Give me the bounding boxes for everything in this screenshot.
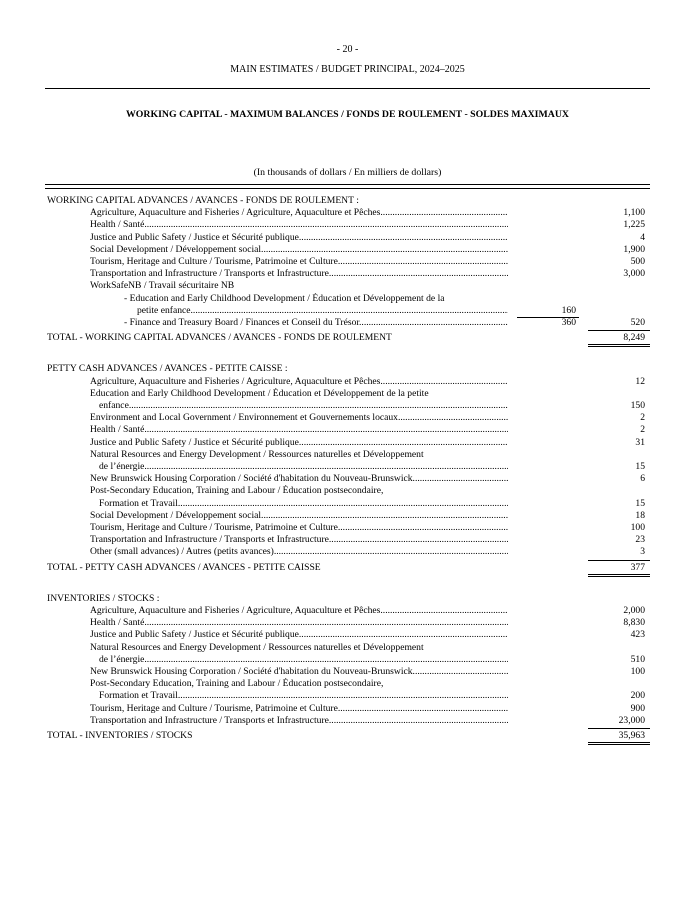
petty-cash-row-label: Agriculture, Aquaculture and Fisheries / Agriculture, Aquaculture et Pêches ..... <box>90 376 508 388</box>
petty-cash-row-value: 6 <box>640 473 645 485</box>
petty-cash-row-label: Justice and Public Safety / Justice et Sécurité publique ..... <box>90 437 508 449</box>
working-capital-row-value: 500 <box>630 256 645 267</box>
working-capital-row-value: 1,225 <box>623 219 645 231</box>
inventories-row-value: 8,830 <box>623 617 645 629</box>
working-capital-total-rule <box>588 330 650 331</box>
inventories-row-value: 100 <box>630 666 645 677</box>
working-capital-row-value: 3,000 <box>623 268 645 280</box>
working-capital-row-label: Transportation and Infrastructure / Transports et Infrastructure ..... <box>90 268 508 280</box>
petty-cash-total-value: 377 <box>630 561 645 573</box>
inventories-row-label: New Brunswick Housing Corporation / Société d'habitation du Nouveau-Brunswick ..... <box>90 666 508 678</box>
petty-cash-row-value: 3 <box>640 546 645 558</box>
inventories-row-label: Tourism, Heritage and Culture / Tourisme, Patrimoine et Culture ..... <box>90 703 508 715</box>
petty-cash-row-label: Post-Secondary Education, Training and Labour / Éducation postsecondaire, <box>90 485 384 497</box>
petty-cash-total-label: TOTAL - PETTY CASH ADVANCES / AVANCES - PETITE CAISSE <box>47 561 321 573</box>
working-capital-row-label: Social Development / Développement social ..... <box>90 244 508 256</box>
petty-cash-row-label-cont: Formation et Travail ..... <box>99 498 508 510</box>
petty-cash-row-label: Other (small advances) / Autres (petits avances) ..... <box>90 546 508 558</box>
inventories-row-value: 423 <box>630 629 645 641</box>
worksafe-sub2-label: - Finance and Treasury Board / Finances et Conseil du Trésor ..... <box>124 317 508 329</box>
petty-cash-row-label: Natural Resources and Energy Development / Ressources naturelles et Développement <box>90 448 424 460</box>
petty-cash-row-value: 31 <box>635 436 645 448</box>
working-capital-total-underline-1 <box>588 344 650 345</box>
inventories-row-label: Health / Santé ..... <box>90 617 508 629</box>
inventories-heading: INVENTORIES / STOCKS : <box>47 592 160 604</box>
inventories-row-label-cont: Formation et Travail ..... <box>99 690 508 702</box>
inventories-row-label: Post-Secondary Education, Training and Labour / Éducation postsecondaire, <box>90 678 384 690</box>
petty-cash-row-value: 18 <box>635 509 645 521</box>
petty-cash-row-value: 100 <box>630 522 645 533</box>
units-note: (In thousands of dollars / En milliers de dollars) <box>253 167 442 178</box>
worksafe-sub1-label: - Education and Early Childhood Development / Éducation et Développement de la <box>124 292 445 304</box>
petty-cash-total-underline-1 <box>588 574 650 575</box>
working-capital-total-underline-2 <box>588 346 650 347</box>
petty-cash-row-value: 2 <box>640 412 645 424</box>
inventories-row-label: Transportation and Infrastructure / Transports et Infrastructure ..... <box>90 715 508 727</box>
document-title: MAIN ESTIMATES / BUDGET PRINCIPAL, 2024–2025 <box>230 64 465 75</box>
petty-cash-total-rule <box>588 560 650 561</box>
page-number: - 20 - <box>336 44 359 55</box>
working-capital-row-label: Justice and Public Safety / Justice et Sécurité publique ..... <box>90 232 508 244</box>
petty-cash-row-label: Transportation and Infrastructure / Transports et Infrastructure ..... <box>90 534 508 546</box>
petty-cash-row-label: Tourism, Heritage and Culture / Tourisme, Patrimoine et Culture ..... <box>90 522 508 534</box>
working-capital-total-label: TOTAL - WORKING CAPITAL ADVANCES / AVANCES - FONDS DE ROULEMENT <box>47 332 392 344</box>
inventories-row-label: Agriculture, Aquaculture and Fisheries / Agriculture, Aquaculture et Pêches ..... <box>90 605 508 617</box>
petty-cash-row-value: 12 <box>635 375 645 387</box>
petty-cash-row-label: Health / Santé ..... <box>90 424 508 436</box>
petty-cash-heading: PETTY CASH ADVANCES / AVANCES - PETITE CAISSE : <box>47 363 288 375</box>
worksafe-sub1-value: 160 <box>561 304 576 316</box>
petty-cash-row-label: Environment and Local Government / Environnement et Gouvernements locaux ..... <box>90 412 508 424</box>
inventories-row-value: 200 <box>630 690 645 702</box>
inventories-row-value: 23,000 <box>618 714 645 726</box>
inventories-row-label: Justice and Public Safety / Justice et Sécurité publique ..... <box>90 629 508 641</box>
section-title: WORKING CAPITAL - MAXIMUM BALANCES / FONDS DE ROULEMENT - SOLDES MAXIMAUX <box>126 109 569 120</box>
petty-cash-row-label: Social Development / Développement social ..... <box>90 510 508 522</box>
working-capital-row-label: Health / Santé ..... <box>90 219 508 231</box>
working-capital-row-label: Agriculture, Aquaculture and Fisheries / Agriculture, Aquaculture et Pêches ..... <box>90 207 508 219</box>
inventories-row-value: 900 <box>630 702 645 714</box>
petty-cash-row-value: 15 <box>635 461 645 472</box>
petty-cash-row-value: 150 <box>630 400 645 411</box>
worksafe-label: WorkSafeNB / Travail sécuritaire NB <box>90 280 235 292</box>
working-capital-total-value: 8,249 <box>623 332 645 344</box>
working-capital-row-label: Tourism, Heritage and Culture / Tourisme, Patrimoine et Culture ..... <box>90 256 508 268</box>
petty-cash-row-label: New Brunswick Housing Corporation / Société d'habitation du Nouveau-Brunswick ..... <box>90 473 508 485</box>
petty-cash-row-value: 15 <box>635 497 645 509</box>
inventories-total-rule <box>588 728 650 729</box>
inventories-row-value: 510 <box>630 653 645 665</box>
worksafe-total-value: 520 <box>630 317 645 328</box>
petty-cash-row-label-cont: de l’énergie ..... <box>99 461 508 473</box>
working-capital-row-value: 1,100 <box>623 207 645 219</box>
inventories-row-value: 2,000 <box>623 605 645 616</box>
petty-cash-row-label: Education and Early Childhood Development / Éducation et Développement de la petite <box>90 387 429 399</box>
working-capital-row-value: 4 <box>640 231 645 243</box>
working-capital-row-value: 1,900 <box>623 243 645 255</box>
table-top-rule-inner <box>45 188 650 189</box>
inventories-row-label: Natural Resources and Energy Development / Ressources naturelles et Développement <box>90 641 424 653</box>
petty-cash-row-value: 23 <box>635 534 645 546</box>
inventories-row-label-cont: de l’énergie ..... <box>99 654 508 666</box>
inventories-total-value: 35,963 <box>618 730 645 741</box>
worksafe-sub1-label-cont: petite enfance ..... <box>137 305 508 317</box>
header-rule <box>45 88 650 89</box>
petty-cash-row-label-cont: enfance ..... <box>99 400 508 412</box>
inventories-total-underline-1 <box>588 742 650 743</box>
petty-cash-total-underline-2 <box>588 576 650 577</box>
worksafe-sub2-value: 360 <box>561 317 576 328</box>
table-top-rule <box>45 184 650 185</box>
petty-cash-row-value: 2 <box>640 424 645 436</box>
inventories-total-underline-2 <box>588 744 650 745</box>
inventories-total-label: TOTAL - INVENTORIES / STOCKS <box>47 730 193 741</box>
working-capital-heading: WORKING CAPITAL ADVANCES / AVANCES - FONDS DE ROULEMENT : <box>47 195 359 206</box>
